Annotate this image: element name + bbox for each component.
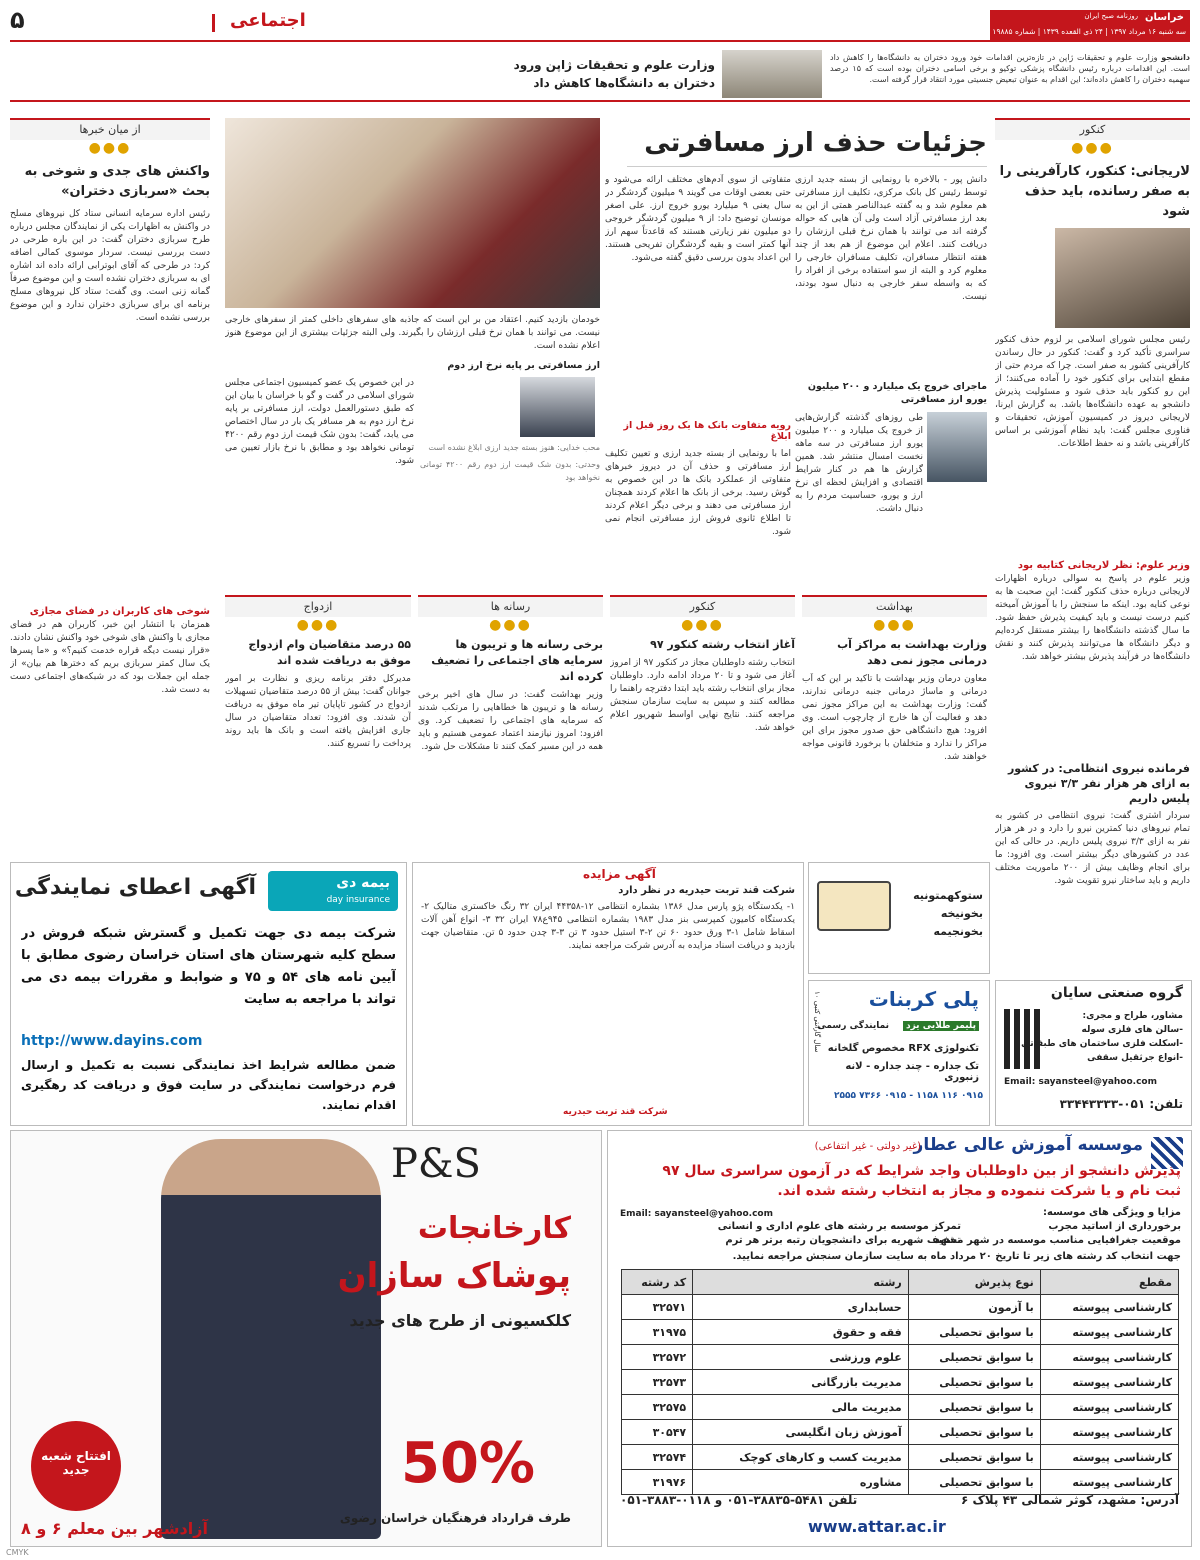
news-body: رئیس اداره سرمایه انسانی ستاد کل نیروهای مسلح در واکنش به اظهارات یکی از نمایندگان مجلس درباره طرح سربازی دختران گفت: در این باره طرحی در دست بررسی نیست. سردار موسوی کمالی اضافه کرد: در طرحی که آقای ابوترابی ارائه داده اند اشاره ای به سربازی دختران نشده است و این موضوع صرفاً گمانه زنی است. وی گفت: ستاد کل نیروهای مسلح برنامه ای برای سربازی دختران ندارد و این موضوع بررسی نشده است.: [10, 209, 210, 323]
cell: ۳۱۹۷۶: [622, 1470, 693, 1495]
day-body: شرکت بیمه دی جهت تکمیل و گسترش شبکه فروش در سطح کلیه شهرستان های استان خراسان رضوی مطابق با آیین نامه های ۵۴ و ۷۵ و ضوابط و مقررات بیمه دی می تواند با مراجعه به سایت: [21, 926, 396, 1007]
cell: کارشناسی پیوسته: [1040, 1345, 1178, 1370]
poly-desc: تک جداره - چند جداره - لانه زنبوری: [845, 1061, 979, 1083]
cell: مدیریت مالی: [693, 1395, 909, 1420]
lead-title: [510, 56, 715, 92]
cell: کارشناسی پیوسته: [1040, 1370, 1178, 1395]
sub1-title: وزیر علوم: نظر لاریجانی کتابیه بود: [1017, 560, 1190, 571]
dateline: سه شنبه ۱۶ مرداد ۱۳۹۷ | ۲۴ ذی القعده ۱۴۳۹ | شماره ۱۹۸۸۵: [992, 27, 1186, 36]
table-row: [622, 1395, 1179, 1420]
table-row: [622, 1420, 1179, 1445]
day-body2: ضمن مطالعه شرایط اخذ نمایندگی نسبت به تکمیل و ارسال فرم درخواست نمایندگی در سایت فوق و دریافت کد رهگیری اقدام نمایند.: [21, 1058, 396, 1112]
masthead-bar: [990, 10, 1190, 42]
attar-note: جهت انتخاب کد رشته های زیر تا تاریخ ۲۰ مرداد ماه به سایت سازمان سنجش مراجعه نمایید.: [732, 1251, 1181, 1262]
poly-phone: ۰۹۱۵ ۱۱۶ ۱۱۵۸ - ۰۹۱۵ ۷۳۶۶ ۲۵۵۵: [834, 1091, 983, 1101]
suit-figure: [161, 1139, 381, 1539]
auction-footer: شرکت قند تربت حیدریه: [563, 1107, 668, 1117]
main-col1b-text: طی روزهای گذشته گزارش‌هایی از خروج یک میلیارد و ۲۰۰ میلیون یورو ارز مسافرتی در سه ماهه نخست امسال منتشر شد. همین گزارش ها هم در کنار شرایط اقتصادی و افزایش لحظه ای نرخ ارز و یورو، حساسیت مردم را به دنبال داشت.: [795, 413, 923, 514]
cell: با سوابق تحصیلی: [908, 1470, 1040, 1495]
attar-features-title: مزایا و ویژگی های موسسه:: [1042, 1207, 1181, 1218]
lead-rule: [10, 100, 1190, 102]
auction-title: آگهی مزایده: [583, 867, 656, 881]
cell: کارشناسی پیوسته: [1040, 1320, 1178, 1345]
page-number: ۵: [10, 6, 25, 34]
cell: کارشناسی پیوسته: [1040, 1445, 1178, 1470]
classroom-photo: [722, 50, 822, 98]
ps-sub: کلکسیونی از طرح های جدید: [349, 1311, 571, 1330]
auction-body: ۱- یکدستگاه پژو پارس مدل ۱۳۸۶ بشماره انتظامی ۱۲-۴۴۳۵۸ ایران ۳۲ رنگ خاکستری متالیک ۲- یکدستگاه کامیون کمپرسی بنز مدل ۱۹۸۳ بشماره انتظامی ۹۴۵ع۷۸ ایران ۳۲ ۳- انواع آهن آلات اسقاط شامل ۱-۳ ورق حدود ۶۰ تن ۲-۳ استیل حدود ۳ تن ۳-۳ چدن حدود ۵ تن. متقاضیان جهت بازدید و دریافت اسناد مزایده به آدرس شرکت مراجعه نمایند.: [421, 902, 795, 951]
ps-percent: 50%: [401, 1431, 536, 1496]
attar-th: نوع پذیرش: [908, 1270, 1040, 1295]
ad-auction: [412, 862, 804, 1126]
masthead-sub: روزنامه صبح ایران: [1084, 12, 1138, 20]
ad-sayan: [995, 980, 1192, 1126]
table-row: [622, 1345, 1179, 1370]
main-title-rule: [627, 166, 987, 167]
bottom-body: مدیرکل دفتر برنامه ریزی و نظارت بر امور جوانان گفت: بیش از ۵۵ درصد متقاضیان تسهیلات ازدواج در کشور تاپایان تیر ماه موفق به دریافت آن شدند. وی افزود: تعداد متقاضیان در سال جاری افزایش یافته است و بانک ها باید روند پرداخت را تسریع کنند.: [225, 674, 411, 749]
dots-icon: ●●●: [296, 617, 340, 633]
bottom-tag: کنکور: [610, 595, 795, 617]
poly-title: پلی کربنات: [868, 987, 979, 1011]
ps-title2: پوشاک سازان: [337, 1256, 571, 1296]
cell: ۳۰۵۴۷: [622, 1420, 693, 1445]
ps-title1: کارخانجات: [417, 1211, 571, 1246]
caption-mohebkhodaei: محب خدایی: هنوز بسته جدید ارزی ابلاغ نشده است: [428, 443, 600, 452]
bottom-title: ۵۵ درصد متقاضیان وام ازدواج موفق به دریافت شده اند: [248, 638, 411, 667]
ps-open-badge: [31, 1421, 121, 1511]
cell: کارشناسی پیوسته: [1040, 1420, 1178, 1445]
dots-icon: ●●●: [681, 617, 724, 633]
ps-contract: طرف قرارداد فرهنگیان خراسان رضوی: [339, 1511, 571, 1525]
main-col-1: [795, 174, 987, 584]
dots-icon: ●●●: [873, 617, 916, 633]
attar-feature-0: برخورداری از اساتید مجرب: [1048, 1221, 1181, 1232]
news-title: واکنش های جدی و شوخی به بحث «سربازی دختران»: [24, 164, 210, 199]
news-sub-title: شوخی های کاربران در فضای مجازی: [29, 606, 210, 617]
dots-icon: ●●●: [1071, 140, 1114, 156]
lead-text: [830, 52, 1190, 98]
section-title: اجتماعی: [230, 10, 306, 31]
ps-address: آزادشهر بین معلم ۶ و ۸: [21, 1519, 208, 1538]
lead-title-line1: وزارت علوم و تحقیقات ژاپن ورود: [513, 58, 715, 72]
bottom-body: معاون درمان وزیر بهداشت با تاکید بر این که آب درمانی و ماساژ درمانی جنبه درمانی ندارند، گفت: وزارت بهداشت به این مراکز مجوز نمی دهد و فعالیت آن ها خارج از چارچوب است. وی افزود: هیچ دانشگاهی حق صدور مجوز برای این مراکز را ندارد و متخلفان با برخورد قانونی مواجه خواهند شد.: [802, 674, 987, 762]
sayan-title: گروه صنعتی سایان: [1050, 985, 1183, 1001]
attar-address: آدرس: مشهد، کوثر شمالی ۴۳ پلاک ۶: [960, 1493, 1179, 1507]
sayan-email[interactable]: Email: sayansteel@yahoo.com: [1004, 1077, 1157, 1087]
cell: ۳۲۵۷۳: [622, 1370, 693, 1395]
bottom-title: وزارت بهداشت به مراکز آب درمانی مجوز نمی دهد: [837, 638, 987, 667]
cell: ۳۲۵۷۴: [622, 1445, 693, 1470]
cmyk-mark: CMYK: [6, 1548, 29, 1557]
bottom-body: انتخاب رشته داوطلبان مجاز در کنکور ۹۷ از امروز آغاز می شود و تا ۲۰ مرداد ادامه دارد. داوطلبان مجاز برای انتخاب رشته باید ابتدا دفترچه راهنما را مطالعه کنند و سپس به سایت سازمان سنجش مراجعه کنند. نتایج نهایی اواسط شهریور اعلام خواهد شد.: [610, 658, 795, 733]
attar-title: موسسه آموزش عالی عطار: [913, 1135, 1143, 1155]
cell: با سوابق تحصیلی: [908, 1420, 1040, 1445]
main-col-2: [605, 174, 791, 584]
kunkur-tag: کنکور: [995, 118, 1190, 140]
bottom-news: [225, 595, 987, 845]
auction-sub: شرکت قند تربت حیدریه در نظر دارد: [618, 885, 795, 896]
sub2-title: فرمانده نیروی انتظامی: در کشور به ازای هر هزار نفر ۳/۳ نیروی پلیس داریم: [1007, 762, 1190, 805]
cell: با سوابق تحصیلی: [908, 1345, 1040, 1370]
poly-tech: تکنولوژی RFX مخصوص گلخانه: [827, 1043, 979, 1054]
attar-feature-2: موقعیت جغرافیایی مناسب موسسه در شهر مشهد: [934, 1235, 1181, 1246]
lead-label: دانشجو: [1161, 53, 1190, 62]
currency-photo: [225, 118, 600, 308]
vahdati-photo: [520, 377, 595, 437]
news-column: [10, 118, 210, 850]
bottom-tag: ازدواج: [225, 595, 411, 617]
sayan-item-3: -انواع جرثقیل سقفی: [1087, 1053, 1183, 1063]
ad-ps: [10, 1130, 602, 1547]
bottom-col-marriage: [225, 595, 411, 845]
cell: ۳۲۵۷۵: [622, 1395, 693, 1420]
cassette-icon: [817, 881, 891, 931]
attar-email[interactable]: Email: sayansteel@yahoo.com: [620, 1209, 773, 1219]
ad-attar: [607, 1130, 1192, 1547]
attar-th: رشته: [693, 1270, 909, 1295]
cell: کارشناسی پیوسته: [1040, 1395, 1178, 1420]
masthead-logo: خراسان: [1145, 12, 1184, 23]
ad-day-insurance: [10, 862, 407, 1126]
sub2-body: سردار اشتری گفت: نیروی انتظامی در کشور به تمام نیروهای دنیا کمترین نیرو را دارد و در هر هزار نفر به ازای ۳/۳ نیروی پلیس داریم. در حالی که این عدد در کشورهای دیگر بیشتر است. وی افزود: ما برای انجام وظایف بیش از ۲۰۰ ماموریت مختلف داریم و باید ساختار نیرو تقویت شود.: [995, 811, 1190, 886]
table-row: [622, 1320, 1179, 1345]
bottom-col-kunkur: [610, 595, 795, 845]
bottom-tag: رسانه ها: [418, 595, 603, 617]
cell: کارشناسی پیوسته: [1040, 1470, 1178, 1495]
tape-text: ستوکهمتونیه بخونیخه بخونجیمه: [913, 889, 983, 938]
main-col2b-text: اما با رونمایی از بسته جدید ارزی و تعیین تکلیف ارز مسافرتی و حذف آن در دیروز خبرهای متفاوتی از عملکرد بانک ها در این خصوص به گوش رسید. برخی از بانک ها اعلام کردند همچنان ارز مسافرتی می دهند و برخی دیگر اعلام کردند تا اطلاع ثانوی فروش ارز مسافرتی انجام نمی شود.: [605, 449, 791, 537]
attar-head1: پذیرش دانشجو از بین داوطلبان واجد شرایط که در آزمون سراسری سال ۹۷: [662, 1163, 1181, 1179]
attar-phone: تلفن ۵۴۸۱-۳۸۸۳۵-۰۵۱ و ۰۱۱۸-۳۸۸۳-۰۵۱: [620, 1493, 858, 1507]
day-title: آگهی اعطای نمایندگی: [14, 875, 256, 900]
main-title: جزئیات حذف ارز مسافرتی: [644, 128, 987, 158]
sayan-item-2: -اسکلت فلزی ساختمان های طبقاتی: [1021, 1039, 1183, 1049]
sayan-item-1: -سالن های فلزی سوله: [1081, 1025, 1183, 1035]
lead-title-line2: دختران به دانشگاه‌ها کاهش داد: [533, 76, 715, 90]
sayan-item-0: مشاور، طراح و مجری:: [1082, 1011, 1183, 1021]
news-sub-body: همزمان با انتشار این خبر، کاربران هم در فضای مجازی با واکنش های شوخی خود واکنش نشان دادند. «قرار نیست دیگه قراره خدمت کنیم؟» و «ما پسرها یک سال کمتر سربازی بریم که دخترها هم بیان» از جمله این جملات بود که در شبکه‌های اجتماعی دست به دست شد.: [10, 620, 210, 695]
page-header: [0, 0, 1200, 46]
main-col1-sub: ماجرای خروج یک میلیارد و ۲۰۰ میلیون یورو ارز مسافرتی: [807, 381, 987, 405]
cell: با سوابق تحصیلی: [908, 1395, 1040, 1420]
caption-vahdati: وحدتی: بدون شک قیمت ارز دوم رقم ۴۲۰۰ تومانی نخواهد بود: [420, 460, 600, 482]
attar-th: کد رشته: [622, 1270, 693, 1295]
cell: کارشناسی پیوسته: [1040, 1295, 1178, 1320]
bottom-title: برخی رسانه ها و تریبون ها سرمایه های اجتماعی را تضعیف کرده اند: [431, 638, 603, 683]
main-col-3: [225, 314, 600, 584]
cell: مشاوره: [693, 1470, 909, 1495]
bottom-col-health: [802, 595, 987, 845]
cell: آموزش زبان انگلیسی: [693, 1420, 909, 1445]
table-row: [622, 1470, 1179, 1495]
ps-brand: P&S: [391, 1141, 481, 1187]
lead-strip: [10, 48, 1190, 100]
main-col3b-text: در این خصوص یک عضو کمیسیون اجتماعی مجلس شورای اسلامی در گفت و گو با خراسان با بیان این که طبق دستورالعمل دولت، ارز مسافرتی بر پایه نرخ ارز دوم به هر مسافر یک بار در سال اختصاص می یابد، گفت: بدون شک قیمت ارز دوم رقم ۴۲۰۰ تومانی نخواهد بود و مطابق با نرخ بازار تعیین می شود.: [225, 378, 414, 466]
cell: فقه و حقوق: [693, 1320, 909, 1345]
cell: ۳۲۵۷۱: [622, 1295, 693, 1320]
main-col2-text: متفاوتی از سوی آدم‌های مختلف ارائه می‌شود و حتی بعضی اوقات می گویند ۹ میلیون گردشگر در سال یعنی ۹ میلیارد یورو خروج ارز. علی اصغر مونسان توضیح داد: از ۹ میلیون گردشگر خروجی دو میلیون نفر زیارتی هستند که قاعدتاً سهم ارز آنها کمتر است و بقیه گردشگران تفریحی هستند. این اعداد بدون بررسی دقیق گفته می‌شود.: [605, 175, 791, 263]
kunkur-column: [995, 118, 1190, 900]
main-article: [225, 118, 987, 588]
attar-feature-3: تخفیف شهریه برای دانشجویان رتبه برتر هر ترم: [725, 1235, 961, 1246]
bottom-title: آغاز انتخاب رشته کنکور ۹۷: [650, 638, 795, 651]
dots-icon: ●●●: [88, 140, 132, 156]
attar-th: مقطع: [1040, 1270, 1178, 1295]
cell: مدیریت بازرگانی: [693, 1370, 909, 1395]
kunkur-title: لاریجانی: کنکور، کارآفرینی را به صفر رسانده، باید حذف شود: [999, 164, 1190, 219]
attar-feature-1: تمرکز موسسه بر رشته های علوم اداری و انسانی: [717, 1221, 961, 1232]
poly-side: ۱۰ سال گارانتی کتبی: [813, 991, 821, 1053]
poly-sub: نمایندگی رسمی: [817, 1021, 889, 1031]
bottom-body: وزیر بهداشت گفت: در سال های اخیر برخی رسانه ها و تریبون ها خطاهایی را مرتکب شدند که سرمایه های اجتماعی را تضعیف کرد. وی افزود: امروز نیازمند اعتماد عمومی هستیم و باید همه در این مسیر کمک کنند تا مشکلات حل شود.: [418, 690, 603, 752]
day-logo: بیمه دی: [336, 875, 390, 891]
cell: با سوابق تحصیلی: [908, 1370, 1040, 1395]
cell: با سوابق تحصیلی: [908, 1320, 1040, 1345]
table-row: [622, 1295, 1179, 1320]
mohebkhodaei-photo: [927, 412, 987, 482]
cell: ۳۲۵۷۲: [622, 1345, 693, 1370]
dots-icon: ●●●: [489, 617, 532, 633]
sayan-phone: تلفن: ۰۵۱-۳۳۴۴۳۳۳۳: [1059, 1097, 1183, 1111]
header-rule: [10, 40, 1190, 42]
section-divider: [212, 14, 215, 32]
cell: حسابداری: [693, 1295, 909, 1320]
poly-brand: پلیمر طلایی یزد: [903, 1021, 979, 1031]
larijani-photo: [1055, 228, 1190, 328]
cell: ۳۱۹۷۵: [622, 1320, 693, 1345]
day-logo-en: day insurance: [326, 895, 390, 905]
kunkur-body: رئیس مجلس شورای اسلامی بر لزوم حذف کنکور سراسری تأکید کرد و گفت: کنکور در حال رساندن کارآفرینی کشور به صفر است. چرا که مردم حتی از مقطع ابتدایی برای کنکور خود را آماده می‌کنند؛ از این رو کنکور باید حذف شود و مسئولیت پذیرش دانشجو به عهده دانشگاه‌ها باشد. به گزارش ایرنا، لاریجانی دیروز در کمیسیون آموزش، تحقیقات و فناوری مجلس گفت: باید نظام آموزشی بر اساس کارآفرینی باشد و نه حفظ اطلاعات.: [995, 335, 1190, 449]
main-col3-sub: ارز مسافرتی بر پایه نرخ ارز دوم: [447, 360, 600, 371]
attar-title-sub: (غیر دولتی - غیر انتفاعی): [814, 1141, 921, 1152]
attar-url[interactable]: www.attar.ac.ir: [808, 1517, 946, 1536]
day-logo-box: [268, 871, 398, 911]
ad-polycarbonate: [808, 980, 990, 1126]
main-col3-text: خودمان بازدید کنیم. اعتقاد من بر این است که جاذبه های سفرهای داخلی کمتر از سفرهای خارجی نیست. می توانند با همان نرخ قبلی ارزشان را بگیرند. ولی البته جزئیات بیشتری از این موضوع هنوز اعلام نشده است.: [225, 315, 600, 351]
lead-body: وزارت علوم و تحقیقات ژاپن در تازه‌ترین اقدامات خود ورود دختران به دانشگاه‌ها را کاهش داد است. این اقدامات درباره رئیس دانشگاه پزشکی توکیو و برخی اسامی دختران بوده است که ۱۵ درصد سهمیه دختران را کاهش داده‌اند؛ این اقدام به عنوان تبعیض جنسیتی مورد انتقاد قرار گرفته است.: [830, 53, 1190, 84]
bottom-tag: بهداشت: [802, 595, 987, 617]
day-url[interactable]: http://www.dayins.com: [21, 1033, 203, 1049]
attar-table: [621, 1269, 1179, 1495]
table-row: [622, 1370, 1179, 1395]
sub1-body: وزیر علوم در پاسخ به سوالی درباره اظهارات لاریجانی درباره حذف کنکور گفت: این صحبت ها به نوعی کنایه بود. اینکه ما سنجش را با آموزش آمیخته کنیم درست نیست و باید کیفیت پذیرش حفظ شود. ما سال گذشته دانشگاه‌ها را بیشتر مستقل کرده‌ایم و دیگر دانشگاه ها می‌توانند پذیرش کنند و نقش دانشگاه‌ها در فرآیند پذیرش بیشتر خواهد شد.: [995, 574, 1190, 662]
main-col1-text: دانش پور - بالاخره با رونمایی از بسته جدید ارزی توسط رئیس کل بانک مرکزی، تکلیف ارز مسافرتی هم معلوم شد و به گفته عبدالناصر همتی از این به بعد ارز مسافرتی آزاد است ولی آن هایی که حواله گرفته اند می توانند با همان نرخ قبلی ارزشان را دریافت کنند. اعلام این موضوع از هم بعد از چند هفته انتظار مسافران، تکلیف مسافران خارجی را معلوم کرد و البته از سو استفاده برخی از افراد را که به واسطه سفر خارجی به دنبال سود بودند، نیست.: [795, 175, 987, 302]
cell: با سوابق تحصیلی: [908, 1445, 1040, 1470]
main-col2-sub: رویه متفاوت بانک ها یک روز قبل از ابلاغ: [623, 420, 791, 442]
ad-tape: [808, 862, 990, 974]
cell: علوم ورزشی: [693, 1345, 909, 1370]
attar-head2: ثبت نام و یا شرکت ننموده و مجاز به انتخاب رشته شده اند.: [777, 1183, 1181, 1199]
news-tag: از میان خبرها: [10, 118, 210, 140]
table-row: [622, 1445, 1179, 1470]
cell: مدیریت کسب و کارهای کوچک: [693, 1445, 909, 1470]
bottom-col-media: [418, 595, 603, 845]
cell: با آزمون: [908, 1295, 1040, 1320]
ps-open: افتتاح شعبه جدید: [41, 1449, 111, 1477]
